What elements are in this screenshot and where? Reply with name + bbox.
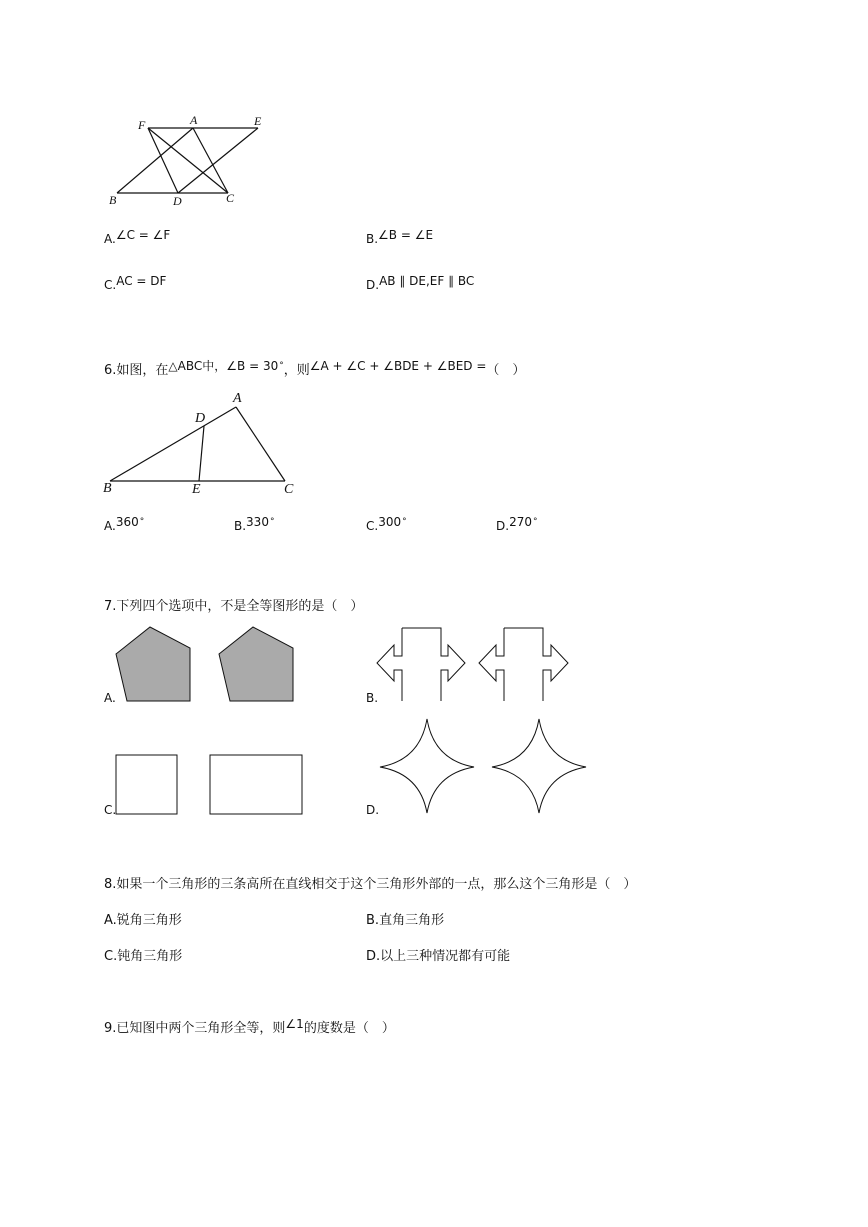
q8-option-c[interactable] xyxy=(104,945,182,964)
degree-sign: ° xyxy=(279,361,284,371)
q6-paren: （ ） xyxy=(486,363,526,378)
option-letter: B. xyxy=(366,232,379,246)
q6-prefix: 6.如图，在 xyxy=(104,363,169,378)
option-letter: C. xyxy=(104,949,118,964)
q7-c-rectangle xyxy=(210,755,302,814)
q7-option-d[interactable]: D. xyxy=(366,803,380,817)
q6-label-a: A xyxy=(233,391,242,406)
option-letter: B. xyxy=(366,913,380,928)
option-text: AC = DF xyxy=(116,274,167,288)
q7-a-pentagon-1 xyxy=(116,627,190,701)
option-text: ∠C = ∠F xyxy=(115,228,171,242)
q7-d-star-2 xyxy=(492,719,586,813)
option-text: AB ∥ DE,EF ∥ BC xyxy=(379,274,475,288)
q5-label-d: D xyxy=(173,194,182,208)
q9-angle: ∠1 xyxy=(285,1017,304,1031)
option-text: 330 xyxy=(246,515,269,529)
option-text: 直角三角形 xyxy=(379,913,445,928)
degree-sign: ° xyxy=(139,517,145,527)
q7-c-square xyxy=(116,755,177,814)
q7-option-c[interactable]: C. xyxy=(104,803,117,817)
option-text: 270 xyxy=(509,515,532,529)
q6-label-c: C xyxy=(284,482,294,497)
option-text: 以上三种情况都有可能 xyxy=(380,949,511,964)
degree-sign: ° xyxy=(402,517,407,527)
q7-a-pentagon-2 xyxy=(219,627,293,701)
option-text: 钝角三角形 xyxy=(117,949,183,964)
option-text: ∠B = ∠E xyxy=(378,228,434,242)
q7-d-star-1 xyxy=(380,719,474,813)
q7-option-b[interactable]: B. xyxy=(366,691,379,705)
q8-stem: 8.如果一个三角形的三条高所在直线相交于这个三角形外部的一点，那么这个三角形是（ ） xyxy=(104,877,637,892)
q5-label-b: B xyxy=(109,193,117,207)
option-text: 锐角三角形 xyxy=(116,913,182,928)
q8-option-a[interactable] xyxy=(104,909,182,928)
q7-option-a[interactable]: A. xyxy=(104,691,116,705)
option-letter: A. xyxy=(104,519,116,533)
q7-stem: 7.下列四个选项中，不是全等图形的是（ ） xyxy=(104,599,364,614)
q7-b-shape-1 xyxy=(377,628,465,701)
option-letter: D. xyxy=(366,949,381,964)
option-letter: D. xyxy=(366,278,380,292)
q6-tri-name: ABC中， xyxy=(177,359,227,373)
option-letter: A. xyxy=(104,913,117,928)
q9-stem xyxy=(104,1017,395,1036)
option-text: 360 xyxy=(115,515,139,529)
option-letter: C. xyxy=(104,278,117,292)
option-letter: A. xyxy=(104,232,116,246)
q6-angle-cond: ∠B = 30 xyxy=(226,359,279,373)
option-letter: D. xyxy=(496,519,510,533)
q6-expr: ∠A + ∠C + ∠BDE + ∠BED = xyxy=(309,359,487,373)
q9-suffix: 的度数是（ ） xyxy=(303,1021,395,1036)
option-letter: B. xyxy=(234,519,247,533)
q9-prefix: 9.已知图中两个三角形全等，则 xyxy=(104,1021,286,1036)
q6-label-b: B xyxy=(103,481,112,496)
q6-label-e: E xyxy=(192,482,201,497)
q7-b-shape-2 xyxy=(479,628,568,701)
q6-comma: ，则 xyxy=(283,363,310,378)
q5-label-a: A xyxy=(190,113,198,127)
option-text: 300 xyxy=(378,515,402,529)
q8-option-b[interactable] xyxy=(366,909,444,928)
option-letter: C. xyxy=(366,519,379,533)
degree-sign: ° xyxy=(532,517,538,527)
q5-label-c: C xyxy=(226,191,235,205)
degree-sign: ° xyxy=(269,517,275,527)
q5-label-e: E xyxy=(254,114,262,128)
q6-label-d: D xyxy=(195,411,206,426)
q5-label-f: F xyxy=(138,118,146,132)
triangle-symbol-icon: △ xyxy=(168,359,178,373)
q8-option-d[interactable] xyxy=(366,945,510,964)
